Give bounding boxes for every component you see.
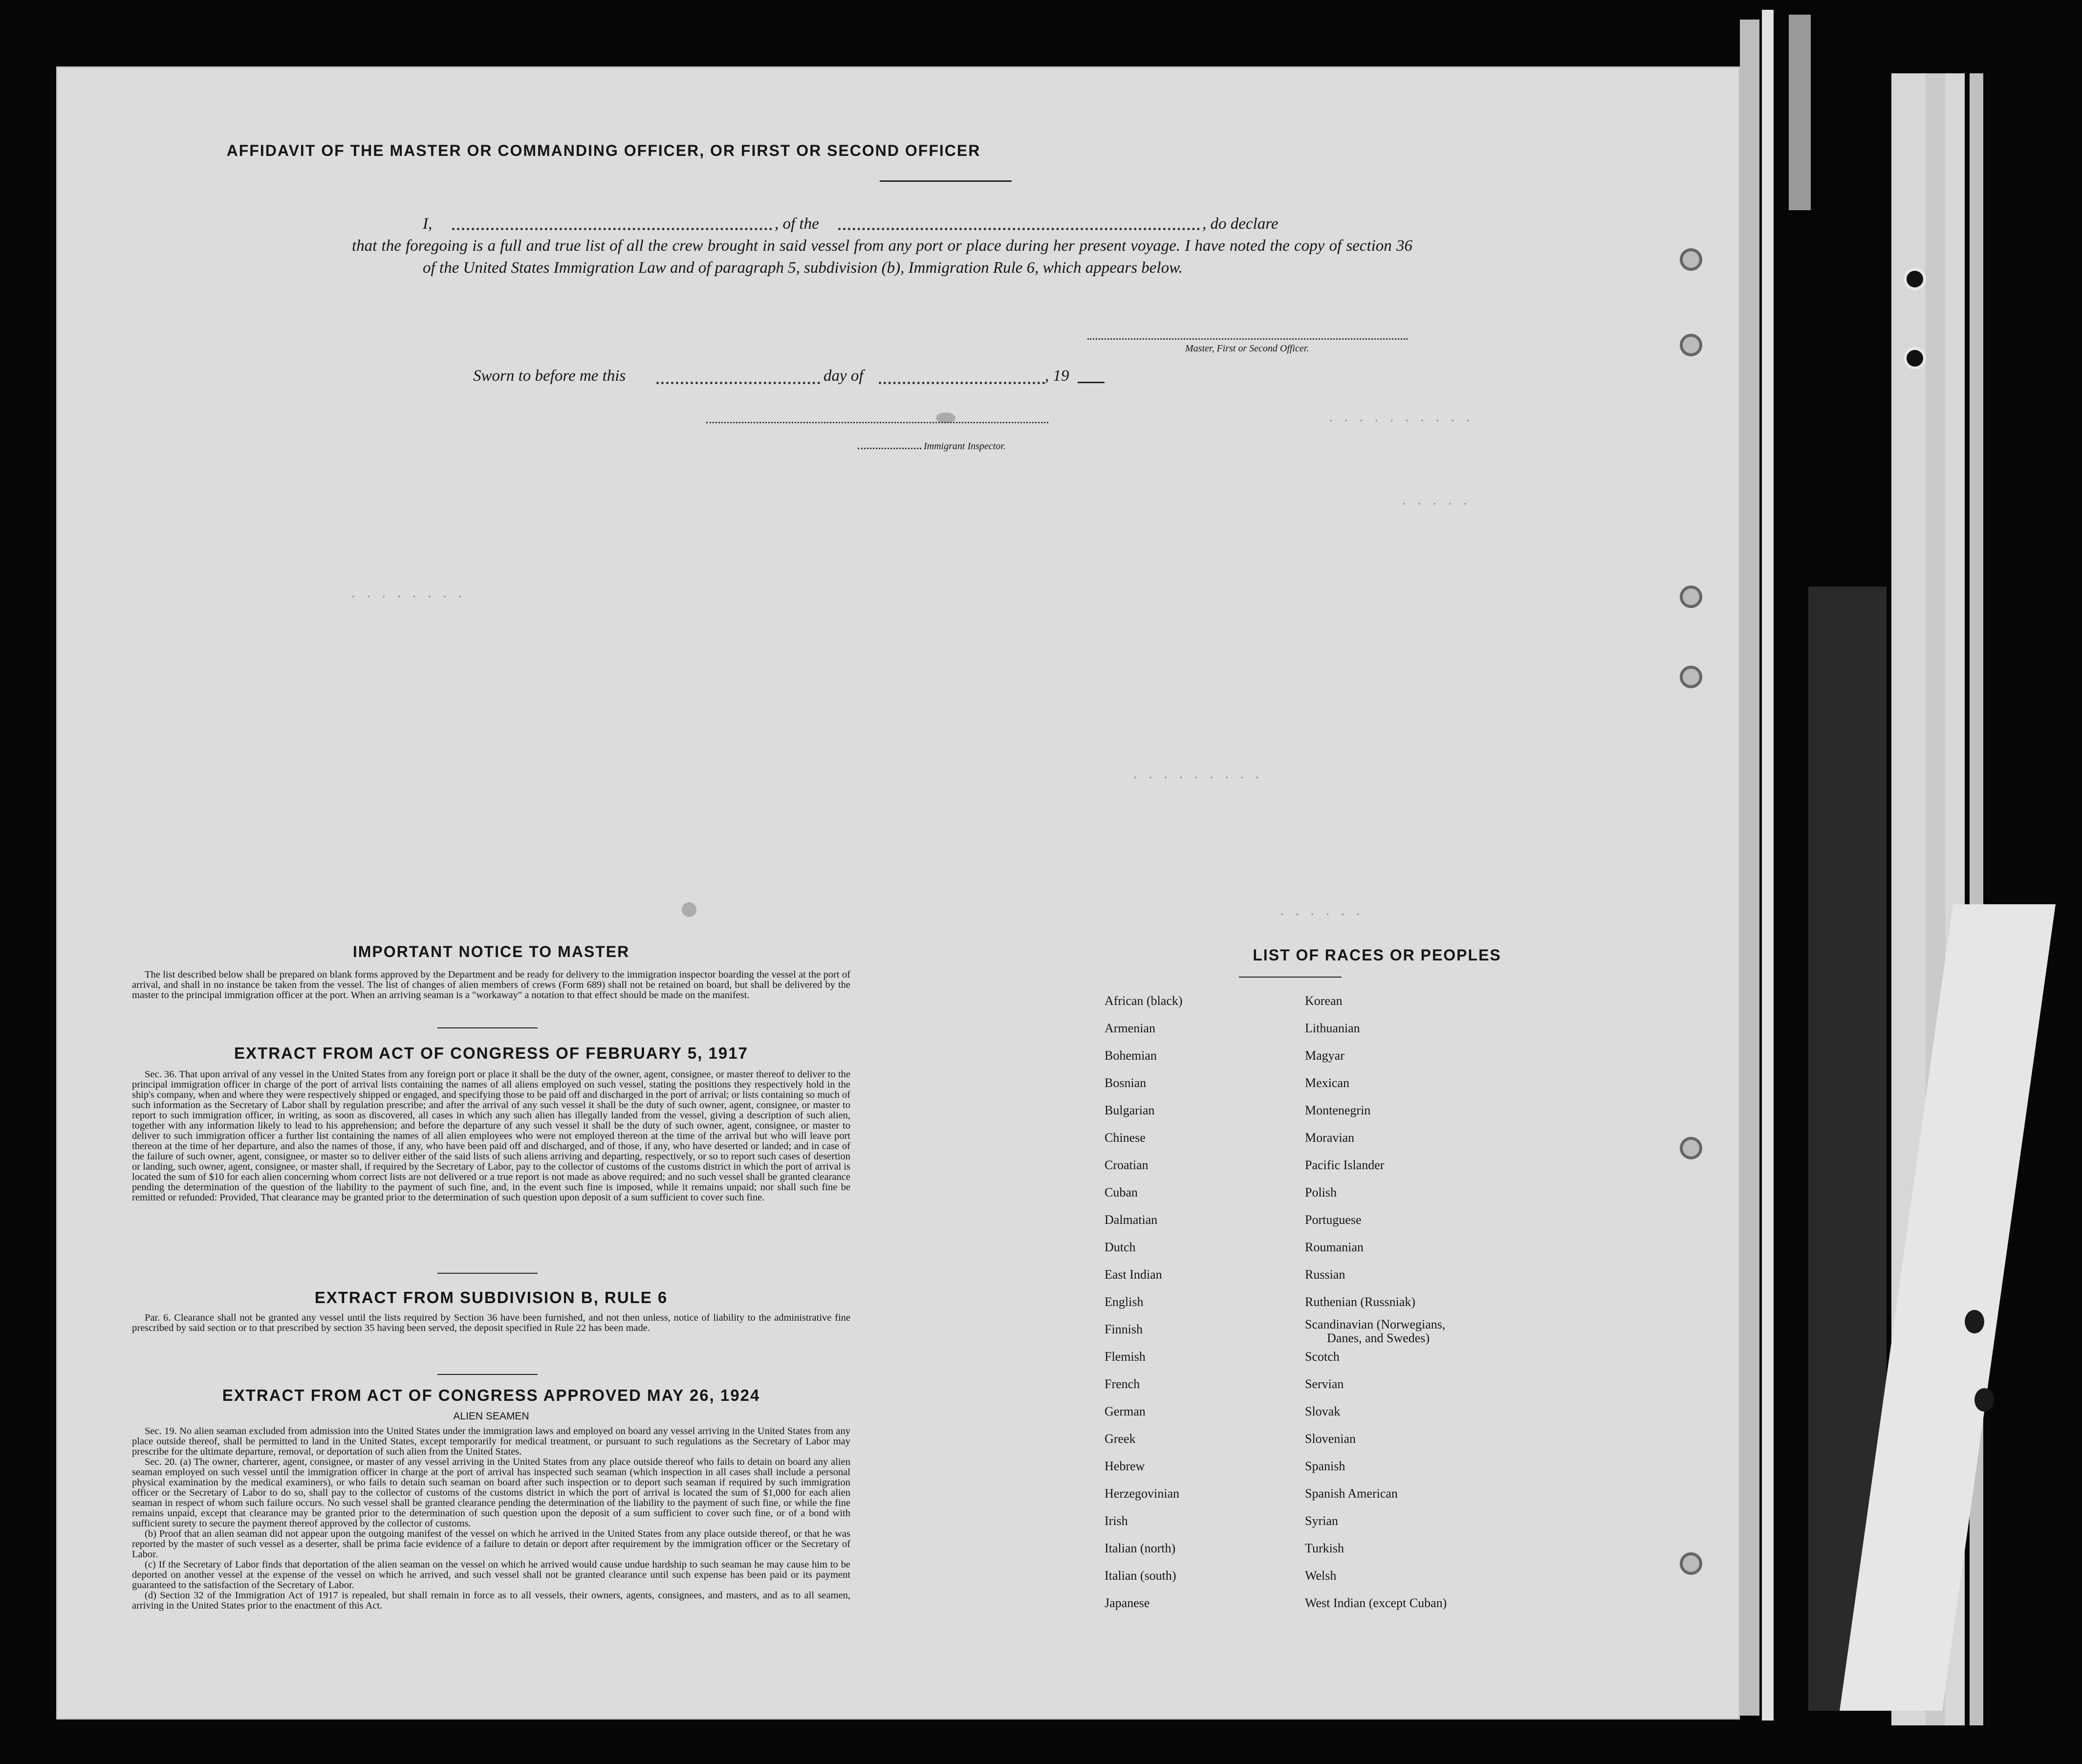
sworn-line (473, 367, 1157, 389)
bleed-through-row: · · · · · · (1278, 907, 1362, 922)
race-item: African (black) (1105, 994, 1183, 1008)
extract-rule6-title: EXTRACT FROM SUBDIVISION B, RULE 6 (314, 1288, 668, 1307)
vessel-name-field[interactable] (838, 228, 1200, 230)
race-item: Ruthenian (Russniak) (1305, 1295, 1416, 1309)
race-item: Greek (1105, 1432, 1136, 1446)
extract-rule6-text (132, 1313, 850, 1333)
declarant-name-field[interactable] (452, 228, 772, 230)
race-item: Lithuanian (1305, 1021, 1360, 1035)
bleed-through-row: · · · · · (1400, 497, 1469, 511)
vessel-label: , of the (775, 215, 819, 233)
race-item: Japanese (1105, 1596, 1150, 1610)
notice-text (132, 970, 850, 1001)
race-item: German (1105, 1404, 1146, 1418)
punch-hole (1680, 1552, 1702, 1575)
extract-1924-text (132, 1426, 850, 1611)
race-item: Welsh (1305, 1568, 1337, 1583)
race-item: Dutch (1105, 1240, 1136, 1254)
punch-hole (1680, 248, 1702, 271)
race-item: Magyar (1305, 1048, 1345, 1063)
race-item: Armenian (1105, 1021, 1155, 1035)
sworn-month-field[interactable] (879, 382, 1045, 384)
inspector-line[interactable] (858, 448, 921, 449)
stack-sheet (1762, 10, 1774, 1720)
race-item: Italian (north) (1105, 1541, 1176, 1555)
race-item: Syrian (1305, 1514, 1338, 1528)
signature-caption: Master, First or Second Officer. (1185, 343, 1309, 354)
declaration-body: that the foregoing is a full and true list of all the crew brought in said vessel from any port or place during her present voyage. I have noted the copy of section 36 of the United States Immigration Law and of paragraph 5, subdivision (b), Immigration Rule 6, which appears below. (352, 237, 1412, 277)
race-item: Hebrew (1105, 1459, 1145, 1473)
race-item: Finnish (1105, 1322, 1143, 1336)
sec-20b-paragraph: (b) Proof that an alien seaman did not appear upon the outgoing manifest of the vessel on which he arrived in the United States from any place outside thereof, or that he was reported by the master of such vessel as a deserter, shall be prima facie evidence of a failure to detain or deport after requirement by the immigration officer or the Secretary of Labor. (132, 1528, 850, 1560)
extract-1924-title: EXTRACT FROM ACT OF CONGRESS APPROVED MAY 26, 1924 (222, 1386, 760, 1404)
race-item: Cuban (1105, 1185, 1138, 1199)
punch-hole (1680, 1137, 1702, 1159)
bleed-through-row: · · · · · · · · (349, 589, 464, 604)
binder-hole (1904, 347, 1926, 370)
punch-hole (1680, 334, 1702, 356)
crew-list-form (56, 66, 1740, 1720)
bleed-through-row: · · · · · · · · · (1131, 770, 1261, 785)
race-item: Flemish (1105, 1350, 1146, 1364)
race-item: Slovenian (1305, 1432, 1356, 1446)
race-item: Polish (1305, 1185, 1337, 1199)
race-item: East Indian (1105, 1267, 1162, 1282)
race-item: Herzegovinian (1105, 1486, 1180, 1501)
race-item: West Indian (except Cuban) (1305, 1596, 1447, 1610)
bleed-through-row: · · · · · · · · · · (1327, 414, 1472, 428)
extract-rule6-paragraph: Par. 6. Clearance shall not be granted any vessel until the lists required by Section 36 have been furnished, and not then unless, notice of liability to the administrative fine prescribed by said section or to that prescribed by section 35 having been served, the deposit specified in Rule 22 has been made. (132, 1312, 850, 1333)
affidavit-title: AFFIDAVIT OF THE MASTER OR COMMANDING OFFICER, OR FIRST OR SECOND OFFICER (226, 142, 981, 159)
races-title: LIST OF RACES OR PEOPLES (1253, 946, 1501, 964)
punch-hole (1680, 666, 1702, 688)
race-item: Russian (1305, 1267, 1345, 1282)
race-item: Bohemian (1105, 1048, 1157, 1063)
sec-19-paragraph: Sec. 19. No alien seaman excluded from admission into the United States under the immigration laws and employed on board any vessel arriving in the United States from any place outside thereof, shall be permitted to land in the United States, except temporarily for medical treatment, or pursuant to such regulations as the Secretary of Labor may prescribe for the ultimate departure, removal, or deportation of such alien from the United States. (132, 1426, 850, 1457)
race-item: Dalmatian (1105, 1213, 1158, 1227)
race-item: French (1105, 1377, 1140, 1391)
race-item: Slovak (1305, 1404, 1341, 1418)
inspector-caption: Immigrant Inspector. (924, 441, 1006, 452)
race-item: Spanish American (1305, 1486, 1398, 1501)
race-item: Scandinavian (Norwegians, (1305, 1317, 1446, 1331)
sworn-day-field[interactable] (656, 382, 820, 384)
race-item: Chinese (1105, 1131, 1146, 1145)
race-item: Spanish (1305, 1459, 1345, 1473)
race-item-continuation: Danes, and Swedes) (1327, 1331, 1430, 1345)
binder-hole (1904, 268, 1926, 290)
race-item: English (1105, 1295, 1144, 1309)
sec-20c-paragraph: (c) If the Secretary of Labor finds that deportation of the alien seaman on the vessel on which he arrived would cause undue hardship to such seaman he may cause him to be deported on another vessel at the expense of the vessel on which he arrived, and such vessel shall not be granted clearance until such expense has been paid or its payment guaranteed to the satisfaction of the Secretary of Labor. (132, 1559, 850, 1590)
declaration-line-1 (423, 213, 1412, 235)
notice-title: IMPORTANT NOTICE TO MASTER (352, 943, 630, 960)
race-item: Portuguese (1305, 1213, 1362, 1227)
binder-hole (1974, 1388, 1994, 1412)
stack-sheet (1740, 20, 1759, 1716)
race-item: Pacific Islander (1305, 1158, 1385, 1172)
ink-smudge (682, 902, 696, 917)
race-item: Korean (1305, 994, 1343, 1008)
notice-paragraph: The list described below shall be prepared on blank forms approved by the Department and be ready for delivery to the immigration inspector boarding the vessel at the port of arrival, and shall in no instance be taken from the vessel. The list of changes of alien members of crews (Form 689) shall not be retained on board, but shall be delivered by the master to the principal immigration officer at the port. When an arriving seaman is a "workaway" a notation to that effect should be made on the manifest. (132, 969, 850, 1001)
extract-1917-paragraph: Sec. 36. That upon arrival of any vessel in the United States from any foreign port or place it shall be the duty of the owner, agent, consignee, or master thereof to deliver to the principal immigration officer in charge of the port of arrival lists containing the names of all aliens employed on such vessel, stating the positions they respectively hold in the ship's company, when and where they were respectively shipped or engaged, and specifying those to be paid off and discharged in the port of arrival; or lists containing so much of such information as the Secretary of Labor shall by regulation prescribe; and after the arrival of any such vessel it shall be the duty of such owner, agent, consignee, or master to report to such immigration officer, in writing, as soon as discovered, all cases in which any such alien has illegally landed from the vessel, giving a description of such alien, together with any information likely to lead to his apprehension; and before the departure of any such vessel it shall be the duty of such owner, agent, consignee, or master to deliver to such immigration officer a further list containing the names of all alien employees who were not employed thereon at the time of the arrival but who will leave port thereon at the time of her departure, and also the names of those, if any, who have been paid off and discharged, and of those, if any, who have deserted or landed; and in case of the failure of such owner, agent, consignee, or master so to deliver either of the said lists of such aliens arriving and departing, respectively, or so to report such cases of desertion or landing, such owner, agent, consignee, or master shall, if required by the Secretary of Labor, pay to the collector of customs of the customs district in which the port of arrival is located the sum of $10 for each alien concerning whom correct lists are not delivered or a true report is not made as above required; and no such vessel shall be granted clearance pending the determination of the question of the liability to the payment of such fine, and, in the event such fine is imposed, while it remains unpaid; nor shall such fine be remitted or refunded: Provided, That clearance may be granted prior to the determination of such question upon deposit of a sum sufficient to cover such fine. (132, 1069, 850, 1203)
declare-label: , do declare (1202, 215, 1279, 233)
race-item: Bulgarian (1105, 1103, 1155, 1117)
race-item: Moravian (1305, 1131, 1355, 1145)
section-rule (437, 1374, 538, 1375)
race-item: Croatian (1105, 1158, 1149, 1172)
sec-20d-paragraph: (d) Section 32 of the Immigration Act of 1917 is repealed, but shall remain in force as to all vessels, their owners, agents, consignees, and masters, and as to all seamen, arriving in the United States prior to the enactment of this Act. (132, 1590, 850, 1611)
race-item: Turkish (1305, 1541, 1344, 1555)
extract-1924-subtitle: ALIEN SEAMEN (453, 1411, 529, 1422)
section-rule (437, 1027, 538, 1028)
declarant-label: I, (423, 215, 433, 233)
race-item: Scotch (1305, 1350, 1340, 1364)
race-item: Montenegrin (1305, 1103, 1371, 1117)
race-item: Italian (south) (1105, 1568, 1176, 1583)
punch-hole (1680, 586, 1702, 608)
day-of-label: day of (824, 367, 864, 385)
declaration-text (352, 213, 1412, 279)
section-rule (1239, 977, 1342, 978)
inspector-line[interactable] (706, 422, 1048, 423)
race-item: Roumanian (1305, 1240, 1364, 1254)
binder-hole (1965, 1310, 1984, 1333)
race-item: Bosnian (1105, 1076, 1147, 1090)
year-label: , 19 (1045, 367, 1069, 385)
sec-20a-paragraph: Sec. 20. (a) The owner, charterer, agent, consignee, or master of any vessel arriving in the United States from any place outside thereof who fails to detain on board any alien seaman employed on such vessel until the immigration officer in charge at the port of arrival has inspected such seaman (which inspection in all cases shall include a personal physical examination by the medical examiners), or who fails to detain such seaman on board after such inspection or to deport such seaman if required by such immigration officer or the Secretary of Labor to do so, shall pay to the collector of customs of the customs district in which the port of arrival is located the sum of $1,000 for each alien seaman in respect of whom such failure occurs. No such vessel shall be granted clearance pending the determination of the liability to the payment of such fine, or while the fine remains unpaid, except that clearance may be granted prior to the determination of such question upon the deposit of a sum sufficient to cover such fine, or of a bond with sufficient surety to secure the payment thereof approved by the collector of customs. (132, 1457, 850, 1529)
sworn-year-field[interactable] (1078, 382, 1105, 383)
race-item: Irish (1105, 1514, 1128, 1528)
race-item: Mexican (1305, 1076, 1349, 1090)
signature-line[interactable] (1087, 338, 1408, 340)
sworn-label: Sworn to before me this (473, 367, 626, 385)
title-rule (880, 180, 1012, 182)
section-rule (437, 1273, 538, 1274)
extract-1917-title: EXTRACT FROM ACT OF CONGRESS OF FEBRUARY 5, 1917 (234, 1044, 748, 1062)
race-item: Servian (1305, 1377, 1344, 1391)
stack-sheet (1789, 15, 1811, 210)
extract-1917-text (132, 1069, 850, 1203)
